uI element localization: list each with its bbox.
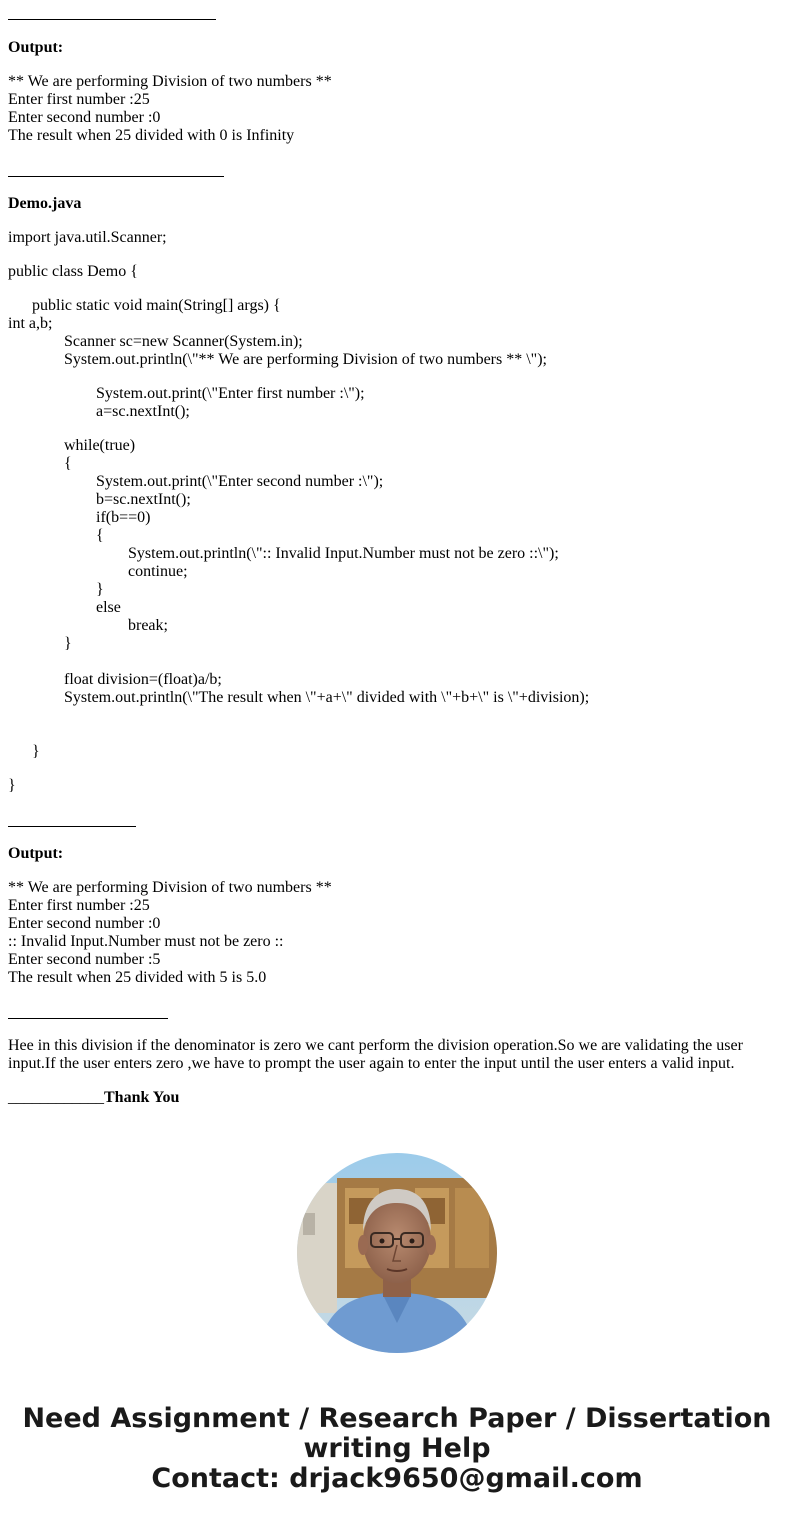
- footer-contact: Contact: drjack9650@gmail.com: [151, 1463, 643, 1494]
- code-line: System.out.println(\"** We are performing Division of two numbers ** \");: [36, 351, 547, 368]
- output-line: Enter second number :0: [8, 109, 161, 126]
- output-heading-2: Output:: [8, 845, 64, 862]
- file-heading: Demo.java: [8, 195, 82, 212]
- output-line: The result when 25 divided with 0 is Infinity: [8, 127, 295, 144]
- thanks-underline: ____________: [8, 1089, 104, 1106]
- output-heading-1: Output:: [8, 39, 64, 56]
- output-line: Enter second number :0: [8, 915, 161, 932]
- thanks-line: [8, 1089, 179, 1107]
- code-line: {: [52, 527, 104, 544]
- code-line: }: [52, 581, 104, 598]
- code-line: public class Demo {: [8, 263, 138, 280]
- output-line: Enter first number :25: [8, 897, 150, 914]
- code-line: b=sc.nextInt();: [52, 491, 191, 508]
- code-line: continue;: [68, 563, 188, 580]
- code-line: System.out.println(\":: Invalid Input.Number must not be zero ::\");: [68, 545, 559, 562]
- code-line: public static void main(String[] args) {: [20, 297, 281, 314]
- output-line: :: Invalid Input.Number must not be zero ::: [8, 933, 284, 950]
- thanks-text: Thank You: [104, 1089, 180, 1106]
- code-line: {: [36, 455, 72, 472]
- code-line: import java.util.Scanner;: [8, 229, 167, 246]
- code-line: }: [36, 635, 72, 652]
- code-line: else: [52, 599, 121, 616]
- output-line: Enter second number :5: [8, 951, 161, 968]
- portrait-image: [297, 1153, 497, 1353]
- output-line: Enter first number :25: [8, 91, 150, 108]
- divider-line: [8, 176, 224, 177]
- footer-heading-line1: Need Assignment / Research Paper / Dissertation: [22, 1403, 772, 1434]
- divider-line: [8, 1018, 168, 1019]
- divider-line: [8, 826, 136, 827]
- code-line: System.out.print(\"Enter first number :\");: [52, 385, 365, 402]
- divider-line: [8, 19, 216, 20]
- code-line: }: [8, 777, 16, 794]
- footer-heading-line2: writing Help: [303, 1433, 491, 1464]
- code-line: float division=(float)a/b;: [36, 671, 222, 688]
- output-line: ** We are performing Division of two numbers **: [8, 879, 332, 896]
- output-line: ** We are performing Division of two numbers **: [8, 73, 332, 90]
- code-line: a=sc.nextInt();: [52, 403, 190, 420]
- code-line: int a,b;: [8, 315, 53, 332]
- code-line: break;: [68, 617, 168, 634]
- output-line: The result when 25 divided with 5 is 5.0: [8, 969, 267, 986]
- code-line: Scanner sc=new Scanner(System.in);: [36, 333, 303, 350]
- code-line: System.out.print(\"Enter second number :\");: [52, 473, 384, 490]
- author-photo: [297, 1153, 497, 1353]
- code-line: System.out.println(\"The result when \"+a+\" divided with \"+b+\" is \"+division);: [36, 689, 590, 706]
- code-line: while(true): [36, 437, 136, 454]
- explanation-paragraph: Hee in this division if the denominator is zero we cant perform the division operation.So we are validating the user input.If the user enters zero ,we have to prompt the user again to enter the input until the user enters a valid input.: [8, 1037, 743, 1072]
- code-line: if(b==0): [52, 509, 151, 526]
- code-line: }: [20, 743, 40, 760]
